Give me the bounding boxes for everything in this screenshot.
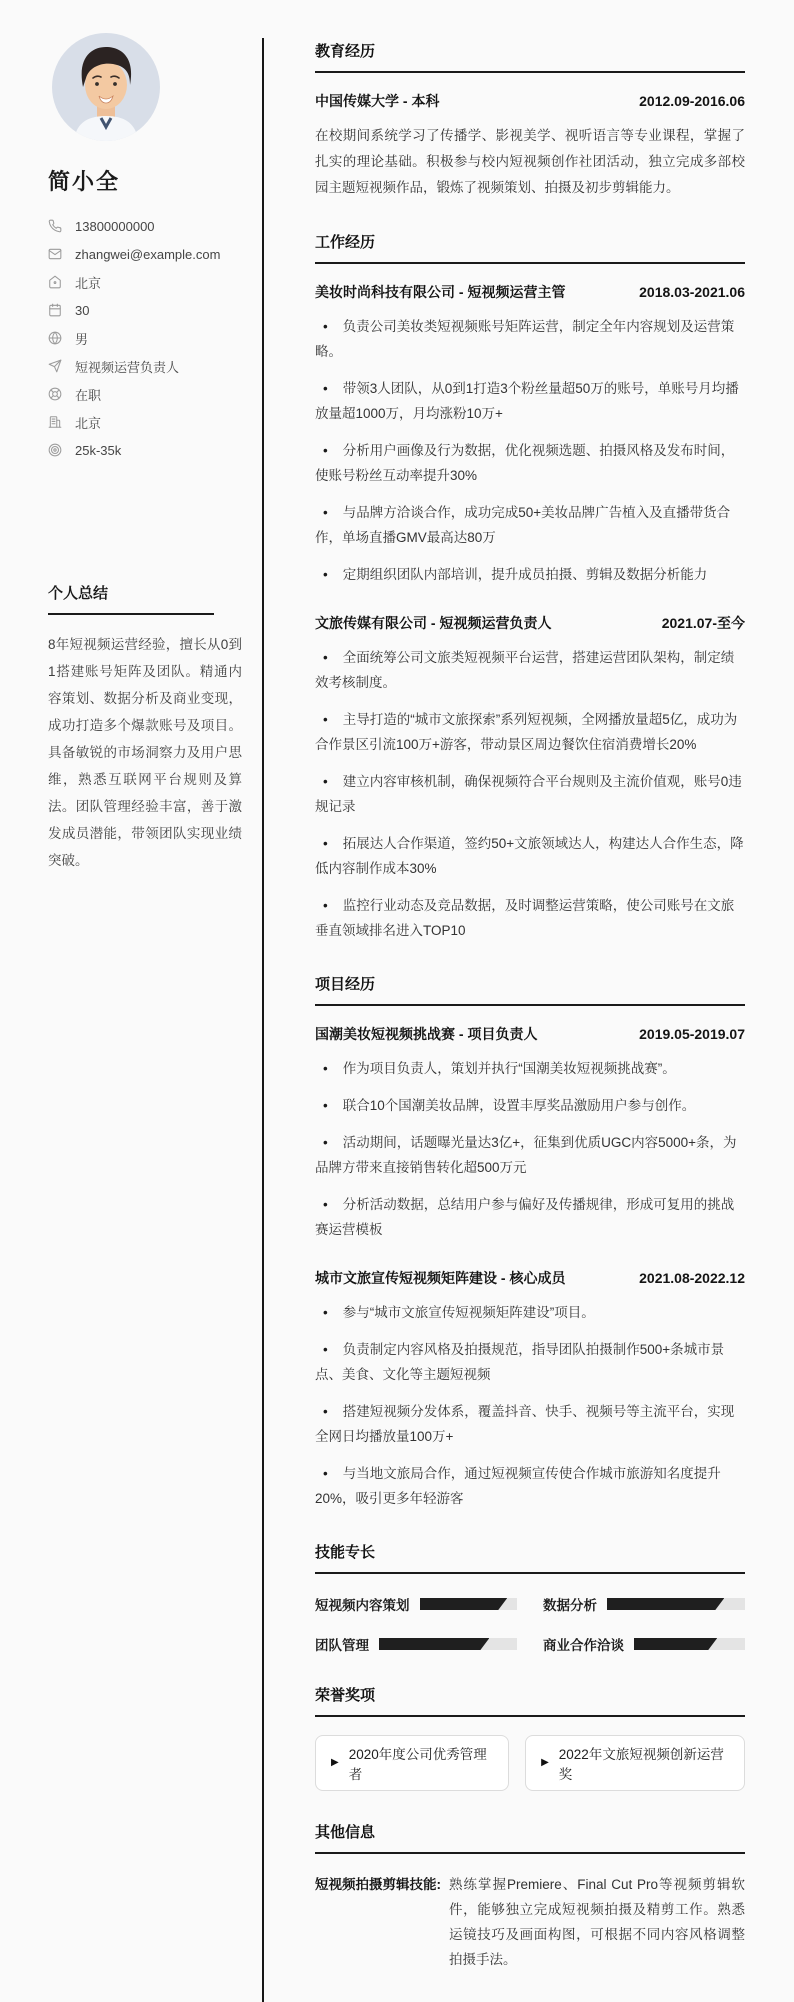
skills-title: 技能专长 [315, 1541, 745, 1574]
entry-date: 2021.07-至今 [661, 615, 745, 631]
bullet-text: 负责制定内容风格及拍摄规范，指导团队拍摄制作500+条城市景点、美食、文化等主题短视频 [315, 1342, 725, 1382]
bullet-text: 与当地文旅局合作，通过短视频宣传使合作城市旅游知名度提升20%，吸引更多年轻游客 [315, 1466, 721, 1506]
skills-grid [315, 1594, 745, 1654]
project-entries [315, 1024, 745, 1511]
entry-header [315, 1268, 745, 1288]
education-entries [315, 91, 745, 201]
entry-title: 美妆时尚科技有限公司 - 短视频运营主管 [315, 284, 566, 300]
bullet-dot: • [323, 1342, 328, 1357]
bullet-item [315, 562, 745, 587]
target-icon [48, 443, 62, 457]
building-icon [48, 415, 62, 429]
entry-date: 2021.08-2022.12 [639, 1270, 745, 1286]
bullet-item [315, 1300, 745, 1325]
entry-title: 文旅传媒有限公司 - 短视频运营负责人 [315, 615, 552, 631]
avatar [52, 33, 160, 141]
bullet-dot: • [323, 836, 328, 851]
bullet-text: 联合10个国潮美妆品牌，设置丰厚奖品激励用户参与创作。 [342, 1098, 696, 1113]
bullet-dot: • [323, 712, 328, 727]
contact-item [48, 324, 240, 352]
entry [315, 1268, 745, 1511]
bullet-dot: • [323, 1135, 328, 1150]
skill-bar [379, 1638, 517, 1650]
entry-header [315, 91, 745, 111]
entry-title: 城市文旅宣传短视频矩阵建设 - 核心成员 [315, 1270, 566, 1286]
bullet-dot: • [323, 1061, 328, 1076]
work-title: 工作经历 [315, 231, 745, 264]
summary-section [48, 582, 240, 874]
bullet-text: 与品牌方洽谈合作，成功完成50+美妆品牌广告植入及直播带货合作，单场直播GMV最高达80万 [315, 505, 731, 545]
bullet-item [315, 1093, 745, 1118]
other-title: 其他信息 [315, 1821, 745, 1854]
bullet-dot: • [323, 774, 328, 789]
bullet-item [315, 376, 745, 426]
bullet-text: 搭建短视频分发体系，覆盖抖音、快手、视频号等主流平台，实现全网日均播放量100万+ [315, 1404, 735, 1444]
contact-item [48, 408, 240, 436]
awards-title: 荣誉奖项 [315, 1684, 745, 1717]
paper-plane-icon [48, 359, 62, 373]
home-icon [48, 275, 62, 289]
skill-bar [634, 1638, 745, 1650]
skill-bar [607, 1598, 745, 1610]
avatar-illustration [52, 33, 160, 141]
entry [315, 613, 745, 943]
contact-text: 13800000000 [75, 218, 155, 234]
entry-title: 中国传媒大学 - 本科 [315, 93, 440, 109]
bullet-dot: • [323, 1404, 328, 1419]
status-icon [48, 387, 62, 401]
entry-date: 2012.09-2016.06 [639, 93, 745, 109]
sidebar [0, 0, 262, 904]
bullet-text: 分析活动数据，总结用户参与偏好及传播规律，形成可复用的挑战赛运营模板 [315, 1197, 735, 1237]
entry-header [315, 282, 745, 302]
section-projects [315, 973, 745, 1511]
contact-item [48, 212, 240, 240]
bullet-item [315, 1399, 745, 1449]
bullet-dot: • [323, 898, 328, 913]
contact-text: zhangwei@example.com [75, 246, 221, 262]
section-awards [315, 1684, 745, 1791]
section-skills [315, 1541, 745, 1654]
entry [315, 282, 745, 587]
skill-fill [420, 1598, 508, 1610]
bullet-item [315, 1130, 745, 1180]
contact-text: 30 [75, 302, 90, 318]
bullet-text: 活动期间，话题曝光量达3亿+，征集到优质UGC内容5000+条，为品牌方带来直接销售转化超500万元 [315, 1135, 737, 1175]
skill-label: 短视频内容策划 [315, 1598, 410, 1613]
award-label: 2020年度公司优秀管理者 [348, 1747, 487, 1782]
summary-title: 个人总结 [48, 582, 214, 615]
contact-text: 北京 [75, 275, 102, 291]
entry-header [315, 1024, 745, 1044]
education-title: 教育经历 [315, 40, 745, 73]
contact-item [48, 296, 240, 324]
skill-label: 数据分析 [543, 1598, 597, 1613]
contact-item [48, 380, 240, 408]
projects-title: 项目经历 [315, 973, 745, 1006]
bullet-text: 带领3人团队，从0到1打造3个粉丝量超50万的账号，单账号月均播放量超1000万，月均涨粉10万+ [315, 381, 739, 421]
skill-fill [607, 1598, 724, 1610]
other-info-text: 熟练掌握Premiere、Final Cut Pro等视频剪辑软件，能够独立完成短视频拍摄及精剪工作。熟悉运镜技巧及画面构图，可根据不同内容风格调整拍摄手法。 [449, 1877, 745, 1967]
skill-item [315, 1634, 517, 1654]
bullet-item [315, 1056, 745, 1081]
bullet-dot: • [323, 505, 328, 520]
summary-text: 8年短视频运营经验，擅长从0到1搭建账号矩阵及团队。精通内容策划、数据分析及商业变现，成功打造多个爆款账号及项目。具备敏锐的市场洞察力及用户思维，熟悉互联网平台规则及算法。团队管理经验丰富，善于激发成员潜能，带领团队实现业绩突破。 [48, 637, 242, 868]
phone-icon [48, 219, 62, 233]
award-chips [315, 1735, 745, 1791]
award-chip [315, 1735, 509, 1791]
bullet-text: 监控行业动态及竞品数据，及时调整运营策略，使公司账号在文旅垂直领域排名进入TOP10 [315, 898, 735, 938]
skill-bar [420, 1598, 518, 1610]
contact-text: 25k-35k [75, 442, 122, 458]
bullet-item [315, 438, 745, 488]
skill-fill [634, 1638, 717, 1650]
play-icon: ▶ [541, 1757, 549, 1768]
contact-text: 在职 [75, 387, 102, 403]
bullet-text: 定期组织团队内部培训，提升成员拍摄、剪辑及数据分析能力 [342, 567, 708, 582]
bullet-dot: • [323, 1197, 328, 1212]
section-education [315, 40, 745, 201]
skill-item [543, 1634, 745, 1654]
entry [315, 91, 745, 201]
candidate-name: 简小全 [48, 169, 121, 194]
contact-text: 男 [75, 331, 89, 347]
bullet-dot: • [323, 650, 328, 665]
other-info-label: 短视频拍摄剪辑技能: [315, 1877, 441, 1892]
globe-icon [48, 331, 62, 345]
bullet-item [315, 1461, 745, 1511]
bullet-dot: • [323, 1098, 328, 1113]
entry [315, 1024, 745, 1242]
entry-title: 国潮美妆短视频挑战赛 - 项目负责人 [315, 1026, 538, 1042]
bullet-text: 全面统筹公司文旅类短视频平台运营，搭建运营团队架构，制定绩效考核制度。 [315, 650, 735, 690]
contact-item [48, 436, 240, 464]
bullet-dot: • [323, 1305, 328, 1320]
bullet-item [315, 1192, 745, 1242]
section-work [315, 231, 745, 943]
bullet-text: 拓展达人合作渠道，签约50+文旅领域达人，构建达人合作生态，降低内容制作成本30% [315, 836, 744, 876]
bullet-text: 建立内容审核机制，确保视频符合平台规则及主流价值观，账号0违规记录 [315, 774, 742, 814]
contact-item [48, 352, 240, 380]
skill-label: 团队管理 [315, 1638, 369, 1653]
contact-text: 短视频运营负责人 [75, 359, 180, 375]
bullet-text: 分析用户画像及行为数据，优化视频选题、拍摄风格及发布时间，使账号粉丝互动率提升30% [315, 443, 735, 483]
bullet-item [315, 893, 745, 943]
bullet-dot: • [323, 319, 328, 334]
award-label: 2022年文旅短视频创新运营奖 [558, 1747, 724, 1782]
bullet-item [315, 500, 745, 550]
bullet-text: 主导打造的“城市文旅探索”系列短视频，全网播放量超5亿，成功为合作景区引流100万+游客，带动景区周边餐饮住宿消费增长20% [315, 712, 738, 752]
entry-header [315, 613, 745, 633]
mail-icon [48, 247, 62, 261]
bullet-item [315, 831, 745, 881]
bullet-item [315, 314, 745, 364]
main-content [262, 38, 794, 2002]
bullet-text: 参与“城市文旅宣传短视频矩阵建设”项目。 [342, 1305, 595, 1320]
bullet-dot: • [323, 567, 328, 582]
bullet-item [315, 769, 745, 819]
bullet-dot: • [323, 1466, 328, 1481]
other-info-row [315, 1872, 745, 1972]
work-entries [315, 282, 745, 943]
skill-item [315, 1594, 517, 1614]
skill-fill [379, 1638, 489, 1650]
play-icon: ▶ [331, 1757, 339, 1768]
award-chip [525, 1735, 745, 1791]
calendar-icon [48, 303, 62, 317]
contact-item [48, 268, 240, 296]
entry-description: 在校期间系统学习了传播学、影视美学、视听语言等专业课程，掌握了扎实的理论基础。积极参与校内短视频创作社团活动，独立完成多部校园主题短视频作品，锻炼了视频策划、拍摄及初步剪辑能力。 [315, 128, 745, 195]
bullet-text: 作为项目负责人，策划并执行“国潮美妆短视频挑战赛”。 [342, 1061, 676, 1076]
contact-item [48, 240, 240, 268]
skill-label: 商业合作洽谈 [543, 1638, 624, 1653]
bullet-dot: • [323, 381, 328, 396]
bullet-item [315, 707, 745, 757]
bullet-item [315, 1337, 745, 1387]
entry-date: 2019.05-2019.07 [639, 1026, 745, 1042]
entry-date: 2018.03-2021.06 [639, 284, 745, 300]
bullet-text: 负责公司美妆类短视频账号矩阵运营，制定全年内容规划及运营策略。 [315, 319, 735, 359]
bullet-dot: • [323, 443, 328, 458]
contact-text: 北京 [75, 415, 102, 431]
skill-item [543, 1594, 745, 1614]
contact-list [48, 212, 240, 464]
bullet-item [315, 645, 745, 695]
section-other [315, 1821, 745, 1972]
